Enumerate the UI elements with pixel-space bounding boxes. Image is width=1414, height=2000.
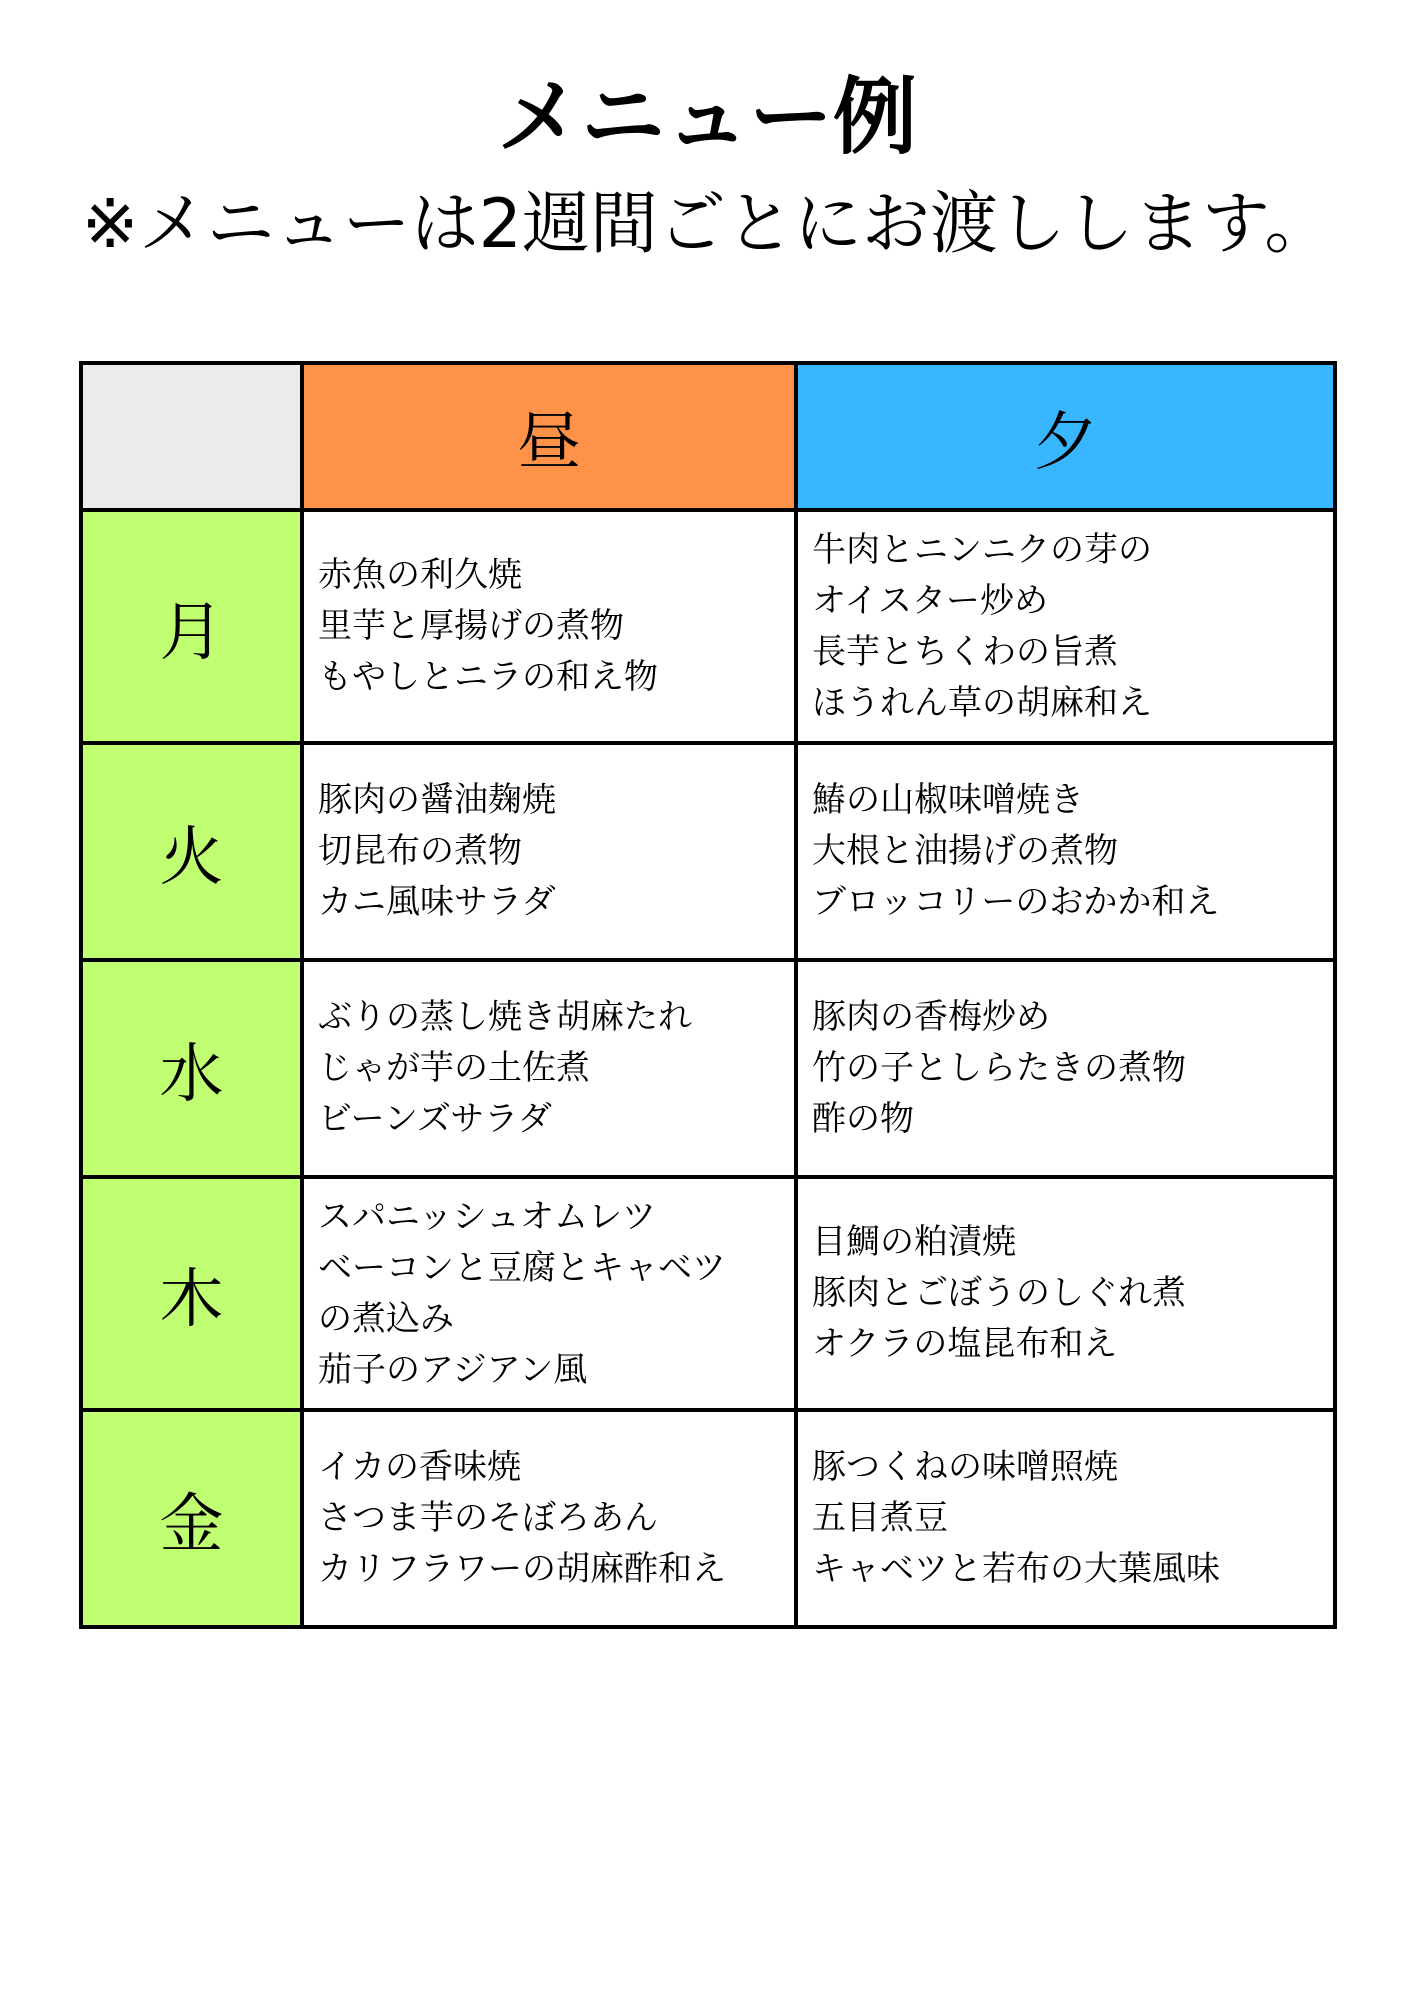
dinner-cell bbox=[796, 743, 1335, 960]
dish-item: 長芋とちくわの旨煮 bbox=[812, 631, 1118, 672]
lunch-cell bbox=[302, 1410, 796, 1627]
dish-item: ブロッコリーのおかか和え bbox=[812, 882, 1220, 922]
dish-item: の煮込み bbox=[318, 1298, 454, 1339]
dish-item: ほうれん草の胡麻和え bbox=[812, 682, 1152, 723]
dinner-cell bbox=[796, 1177, 1335, 1410]
day-cell: 木 bbox=[81, 1177, 302, 1410]
table-row bbox=[81, 1410, 1335, 1627]
header-row bbox=[81, 363, 1335, 510]
lunch-cell bbox=[302, 960, 796, 1177]
lunch-cell bbox=[302, 1177, 796, 1410]
dish-item: キャベツと若布の大葉風味 bbox=[812, 1549, 1220, 1589]
dish-item: 五目煮豆 bbox=[812, 1498, 948, 1538]
dish-item: さつま芋のそぼろあん bbox=[318, 1498, 658, 1538]
dish-item: カリフラワーの胡麻酢和え bbox=[318, 1549, 726, 1589]
lunch-cell bbox=[302, 510, 796, 743]
dish-item: 竹の子としらたきの煮物 bbox=[812, 1048, 1186, 1088]
dish-item: 里芋と厚揚げの煮物 bbox=[318, 606, 624, 646]
table-row bbox=[81, 960, 1335, 1177]
dish-item: 赤魚の利久焼 bbox=[318, 555, 522, 595]
dish-item: ぶりの蒸し焼き胡麻たれ bbox=[318, 997, 692, 1037]
day-cell: 水 bbox=[81, 960, 302, 1177]
dish-item: 牛肉とニンニクの芽の bbox=[812, 529, 1152, 570]
table-row bbox=[81, 1177, 1335, 1410]
page-subtitle: ※メニューは2週間ごとにお渡しします。 bbox=[81, 185, 1333, 264]
dish-item: 豚肉の醤油麹焼 bbox=[318, 780, 556, 820]
dish-item: オイスター炒め bbox=[812, 580, 1048, 621]
dish-item: じゃが芋の土佐煮 bbox=[318, 1048, 590, 1088]
dish-item: 切昆布の煮物 bbox=[318, 831, 522, 871]
dinner-cell bbox=[796, 960, 1335, 1177]
table-row bbox=[81, 743, 1335, 960]
dish-item: ビーンズサラダ bbox=[318, 1099, 552, 1139]
dish-item: 豚肉の香梅炒め bbox=[812, 997, 1050, 1037]
dish-item: 豚つくねの味噌照焼 bbox=[812, 1447, 1118, 1487]
dish-item: スパニッシュオムレツ bbox=[318, 1196, 656, 1237]
dish-item: オクラの塩昆布和え bbox=[812, 1324, 1118, 1364]
dish-item: もやしとニラの和え物 bbox=[318, 657, 658, 697]
dish-item: 酢の物 bbox=[812, 1099, 914, 1139]
dish-item: イカの香味焼 bbox=[318, 1447, 521, 1487]
header-dinner: 夕 bbox=[796, 363, 1335, 510]
dish-item: カニ風味サラダ bbox=[318, 882, 556, 922]
dish-item: ベーコンと豆腐とキャベツ bbox=[318, 1247, 726, 1288]
lunch-cell bbox=[302, 743, 796, 960]
header-blank-cell bbox=[81, 363, 302, 510]
dinner-cell bbox=[796, 510, 1335, 743]
dish-item: 目鯛の粕漬焼 bbox=[812, 1222, 1016, 1262]
page-title: メニュー例 bbox=[496, 68, 917, 166]
header-lunch: 昼 bbox=[302, 363, 796, 510]
dinner-cell bbox=[796, 1410, 1335, 1627]
day-cell: 火 bbox=[81, 743, 302, 960]
dish-item: 茄子のアジアン風 bbox=[318, 1349, 588, 1390]
day-cell: 月 bbox=[81, 510, 302, 743]
table-row bbox=[81, 510, 1335, 743]
dish-item: 大根と油揚げの煮物 bbox=[812, 831, 1118, 871]
menu-table bbox=[79, 361, 1337, 1629]
dish-item: 鰆の山椒味噌焼き bbox=[812, 780, 1084, 820]
day-cell: 金 bbox=[81, 1410, 302, 1627]
dish-item: 豚肉とごぼうのしぐれ煮 bbox=[812, 1273, 1186, 1313]
